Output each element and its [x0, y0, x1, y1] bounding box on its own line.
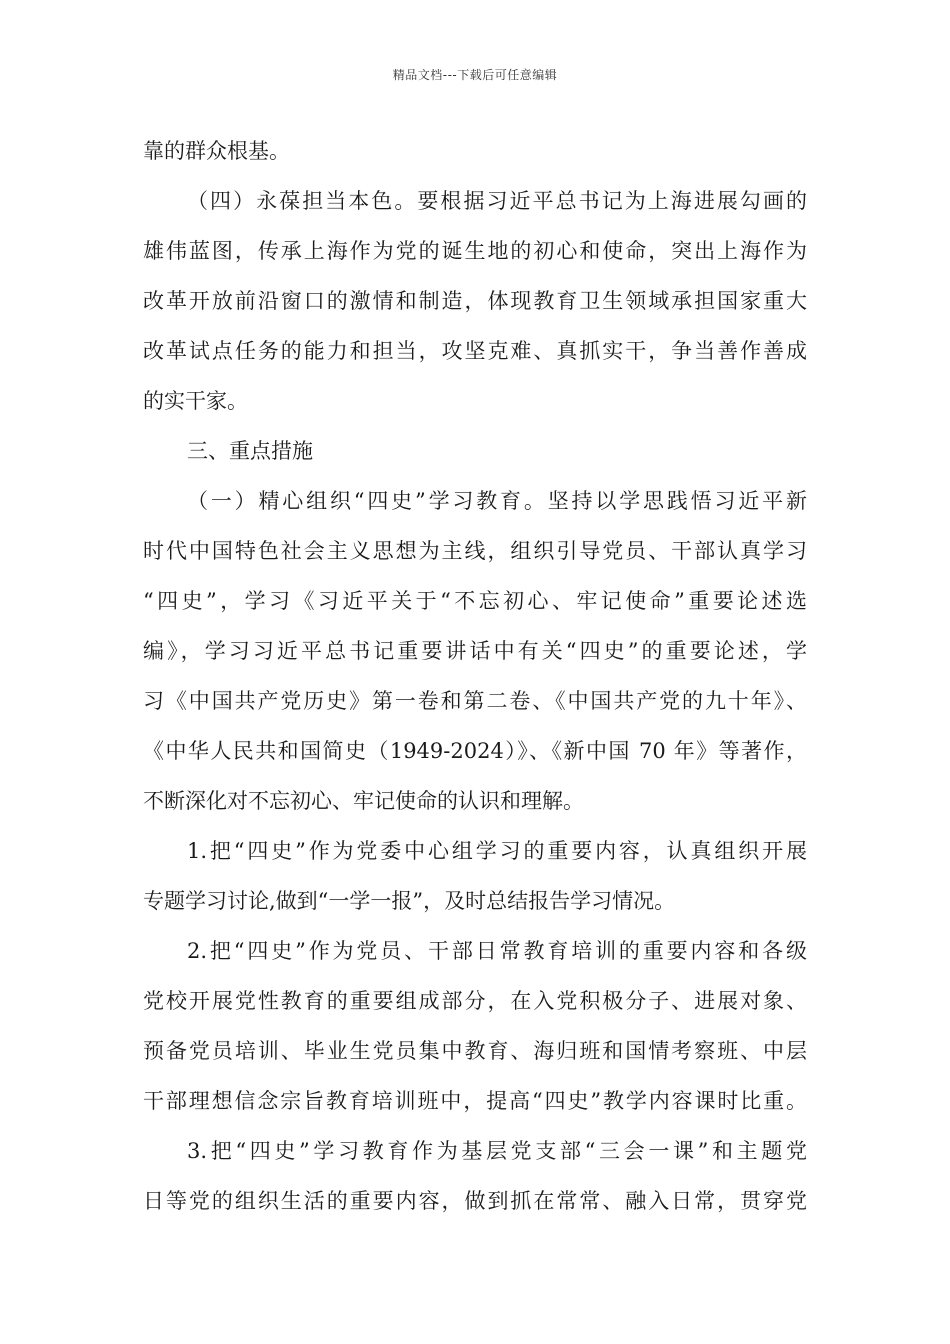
text-line: 靠的群众根基。 [143, 139, 290, 163]
text-line: 改革开放前沿窗口的激情和制造，体现教育卫生领域承担国家重大 [143, 289, 807, 313]
text-line: （四）永葆担当本色。要根据习近平总书记为上海进展勾画的 [187, 189, 807, 213]
text-line: 干部理想信念宗旨教育培训班中，提高“四史”教学内容课时比重。 [143, 1089, 807, 1113]
text-line: 的实干家。 [143, 389, 248, 413]
text-line: 三、重点措施 [187, 439, 313, 463]
text-line: 编》，学习习近平总书记重要讲话中有关“四史”的重要论述，学 [143, 639, 807, 663]
document-body [143, 126, 807, 1226]
text-line: 专题学习讨论,做到“一学一报”，及时总结报告学习情况。 [143, 889, 676, 913]
text-line: 雄伟蓝图，传承上海作为党的诞生地的初心和使命，突出上海作为 [143, 239, 807, 263]
text-line: 不断深化对不忘初心、牢记使命的认识和理解。 [143, 789, 584, 813]
text-line: 1.把“四史”作为党委中心组学习的重要内容，认真组织开展 [187, 839, 807, 863]
page-header: 精品文档---下载后可任意编辑 [392, 68, 558, 82]
text-line: 改革试点任务的能力和担当，攻坚克难、真抓实干，争当善作善成 [143, 339, 807, 363]
text-line: 2.把“四史”作为党员、干部日常教育培训的重要内容和各级 [187, 939, 807, 963]
text-line: 时代中国特色社会主义思想为主线，组织引导党员、干部认真学习 [143, 539, 807, 563]
text-line: 预备党员培训、毕业生党员集中教育、海归班和国情考察班、中层 [143, 1039, 807, 1063]
text-line: （一）精心组织“四史”学习教育。坚持以学思践悟习近平新 [187, 489, 807, 513]
text-line: 党校开展党性教育的重要组成部分，在入党积极分子、进展对象、 [143, 989, 807, 1013]
text-line: “四史”，学习《习近平关于“不忘初心、牢记使命”重要论述选 [143, 589, 807, 613]
text-line: 习《中国共产党历史》第一卷和第二卷、《中国共产党的九十年》、 [143, 689, 807, 713]
text-line: 日等党的组织生活的重要内容，做到抓在常常、融入日常，贯穿党 [143, 1189, 807, 1213]
text-line: 3.把“四史”学习教育作为基层党支部“三会一课”和主题党 [187, 1139, 807, 1163]
text-line: 《中华人民共和国简史（1949-2024）》、《新中国 70 年》等著作， [143, 739, 807, 763]
